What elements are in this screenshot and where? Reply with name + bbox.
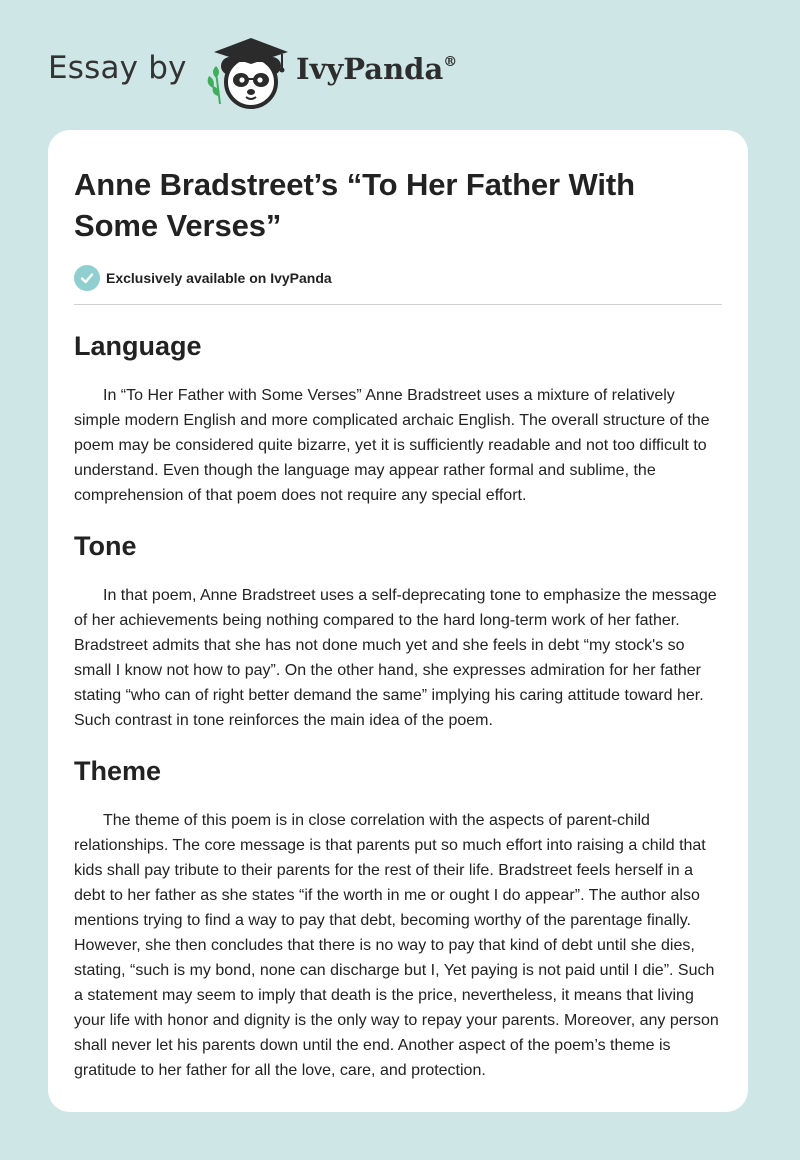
brand-name[interactable]: IvyPanda®	[296, 52, 458, 86]
section-paragraph: The theme of this poem is in close correlation with the aspects of parent-child relationships. The core message is that parents put so much effort into raising a child that kids shall pay tribute to their parents for the rest of their life. Bradstreet feels herself in a debt to her father as she states “if the worth in me or ought I do appear”. The author also mentions trying to find a way to pay that debt, becoming worthy of the parentage finally. However, she then concludes that there is no way to pay that kind of debt until she dies, stating, “such is my bond, none can discharge but I, Yet paying is not paid until I die”. Such a statement may seem to imply that death is the price, nevertheless, it means that living your life with honor and dignity is the only way to repay your parents. Moreover, any person shall never let his parents down until the end. Another aspect of the poem’s theme is gratitude to her father for all the love, care, and protection.	[74, 812, 719, 1079]
section-tone	[74, 530, 722, 733]
essay-by-label: Essay by	[48, 50, 187, 86]
exclusive-badge	[74, 265, 722, 291]
section-language	[74, 330, 722, 508]
panda-logo-icon[interactable]	[202, 32, 294, 112]
section-heading: Language	[74, 331, 202, 361]
section-theme	[74, 755, 722, 1083]
essay-title: Anne Bradstreet’s “To Her Father With Some Verses”	[74, 167, 635, 243]
section-heading: Theme	[74, 756, 162, 786]
title-divider	[74, 304, 722, 305]
section-paragraph: In “To Her Father with Some Verses” Anne Bradstreet uses a mixture of relatively simple modern English and more complicated archaic English. The overall structure of the poem may be considered quite bizarre, yet it is sufficiently readable and not too difficult to understand. Even though the language may appear rather formal and sublime, the comprehension of that poem does not require any special effort.	[74, 387, 710, 504]
essay-card	[48, 130, 748, 1112]
section-paragraph: In that poem, Anne Bradstreet uses a self-deprecating tone to emphasize the message of her achievements being nothing compared to the hard long-term work of her father. Bradstreet admits that she has not done much yet and she feels in debt “my stock's so small I know not how to pay”. On the other hand, she expresses admiration for her father stating “who can of right better demand the same” implying his caring attitude toward her. Such contrast in tone reinforces the main idea of the poem.	[74, 587, 717, 729]
site-header	[48, 30, 748, 110]
checkmark-icon	[74, 265, 100, 291]
exclusive-badge-label: Exclusively available on IvyPanda	[106, 270, 332, 286]
section-heading: Tone	[74, 531, 137, 561]
registered-mark: ®	[443, 54, 458, 71]
